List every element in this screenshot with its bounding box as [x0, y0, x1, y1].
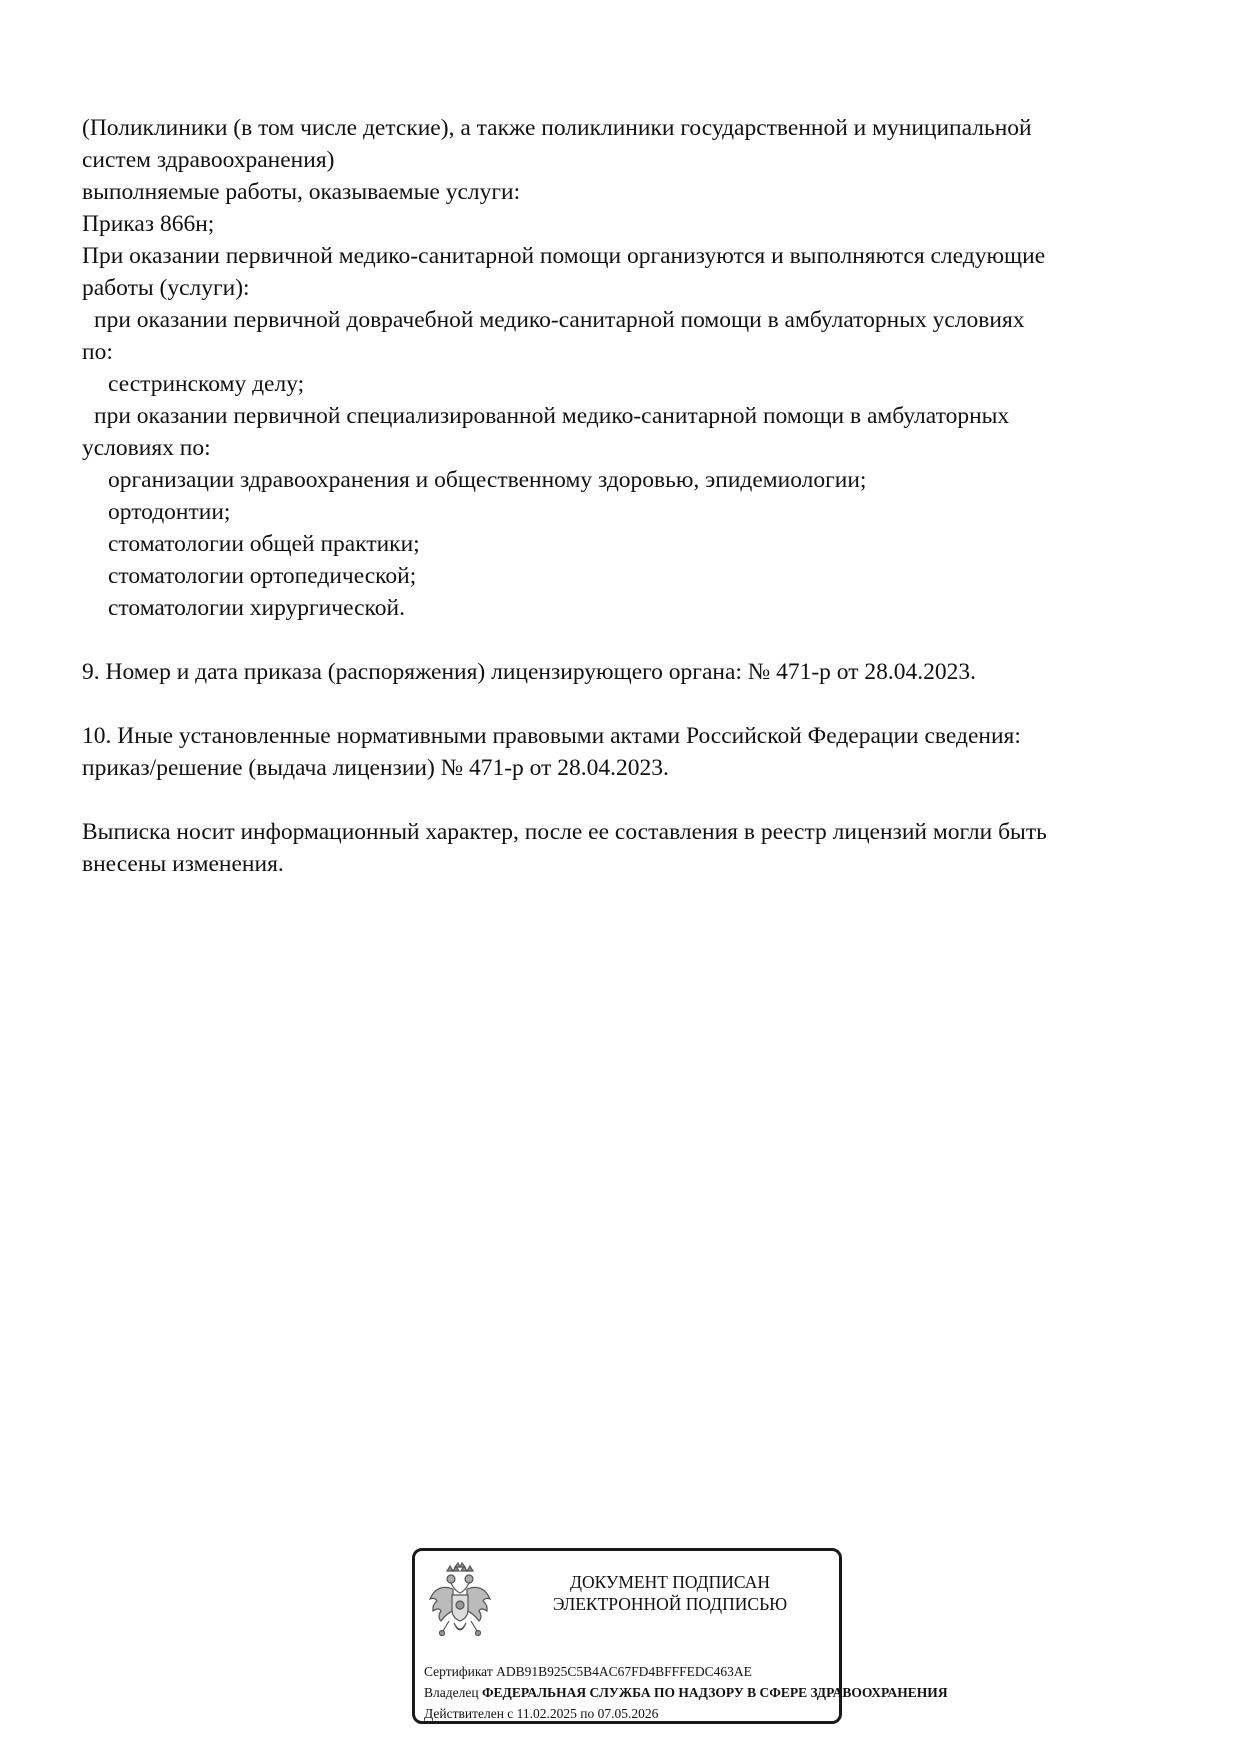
certificate-number: Сертификат ADB91B925C5B4AC67FD4BFFFEDC463AE: [424, 1664, 752, 1679]
document-body: [82, 112, 1172, 880]
signature-details: [424, 1661, 948, 1724]
signature-owner: [424, 1682, 948, 1703]
validity-period: Действителен с 11.02.2025 по 07.05.2026: [424, 1706, 659, 1721]
coat-of-arms-icon: [427, 1563, 493, 1645]
body-line: стоматологии хирургической.: [108, 595, 405, 621]
disclaimer-line-1: Выписка носит информационный характер, после ее составления в реестр лицензий могли быть: [82, 819, 1047, 845]
body-line: сестринскому делу;: [108, 371, 305, 397]
signature-title-line-1: ДОКУМЕНТ ПОДПИСАН: [570, 1572, 770, 1592]
item-10-line-2: приказ/решение (выдача лицензии) № 471-р от 28.04.2023.: [82, 755, 669, 781]
disclaimer-line-2: внесены изменения.: [82, 851, 284, 877]
electronic-signature-stamp: [412, 1548, 948, 1724]
body-line: Приказ 866н;: [82, 211, 215, 237]
item-9: 9. Номер и дата приказа (распоряжения) лицензирующего органа: № 471-р от 28.04.2023.: [82, 659, 976, 685]
signature-title-line-2: ЭЛЕКТРОННОЙ ПОДПИСЬЮ: [552, 1594, 788, 1614]
body-line: (Поликлиники (в том числе детские), а также поликлиники государственной и муниципальной: [82, 115, 1032, 141]
body-line: при оказании первичной доврачебной медико-санитарной помощи в амбулаторных условиях: [94, 307, 1025, 333]
paragraph-gap: [82, 624, 1172, 656]
paragraph-gap: [82, 784, 1172, 816]
owner-value: ФЕДЕРАЛЬНАЯ СЛУЖБА ПО НАДЗОРУ В СФЕРЕ ЗДРАВООХРАНЕНИЯ: [481, 1685, 948, 1700]
body-line: систем здравоохранения): [82, 147, 335, 173]
body-line: при оказании первичной специализированной медико-санитарной помощи в амбулаторных: [94, 403, 1010, 429]
body-line: организации здравоохранения и общественному здоровью, эпидемиологии;: [108, 467, 867, 493]
body-line: При оказании первичной медико-санитарной помощи организуются и выполняются следующие: [82, 243, 1046, 269]
body-line: стоматологии ортопедической;: [108, 563, 417, 589]
body-line: по:: [82, 339, 113, 365]
body-line: выполняемые работы, оказываемые услуги:: [82, 179, 521, 205]
owner-label: Владелец: [424, 1685, 479, 1700]
body-line: стоматологии общей практики;: [108, 531, 420, 557]
body-line: ортодонтии;: [108, 499, 231, 525]
body-line: условиях по:: [82, 435, 211, 461]
item-10-line-1: 10. Иные установленные нормативными правовыми актами Российской Федерации сведения:: [82, 723, 1021, 749]
body-line: работы (услуги):: [82, 275, 250, 301]
signature-title: [515, 1571, 825, 1615]
paragraph-gap: [82, 688, 1172, 720]
